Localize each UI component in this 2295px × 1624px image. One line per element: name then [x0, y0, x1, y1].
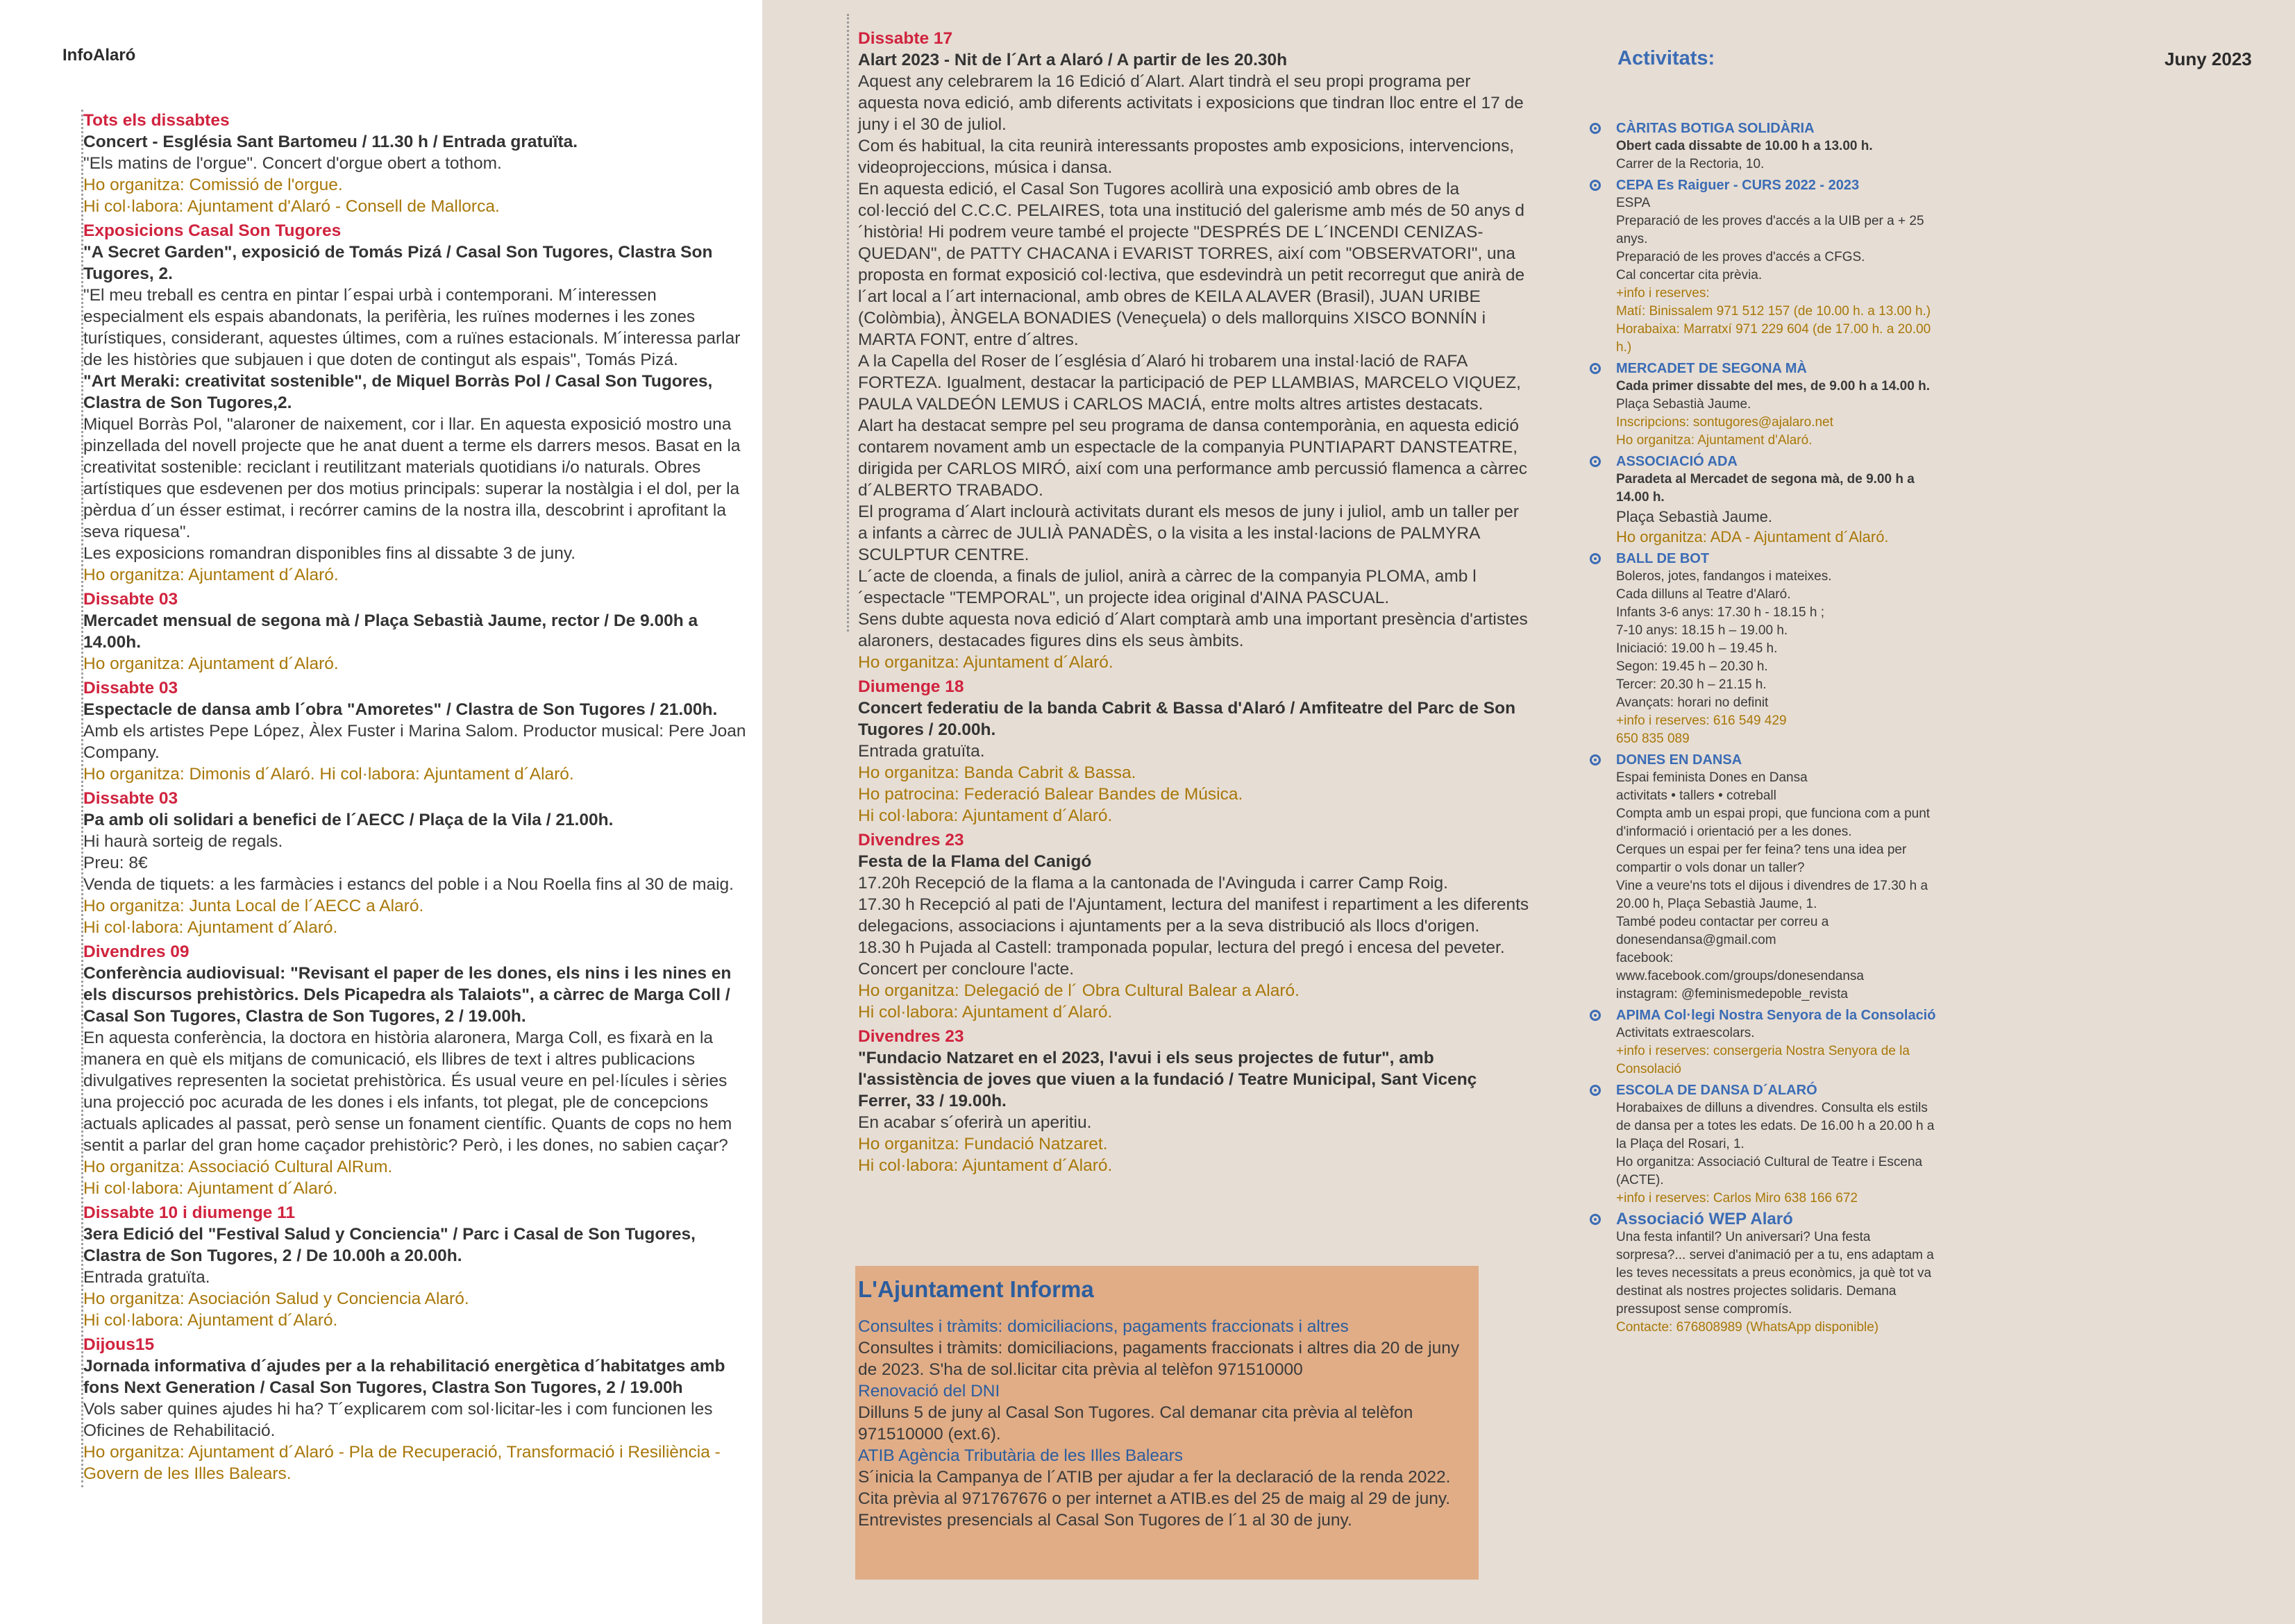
event-description: El programa d´Alart inclourà activitats durant els mesos de juny i juliol, amb un taller per a infants a càrrec de JULIÀ PANADÈS, o la visita a les instal·lacions de PALMYRA SCULPTUR CENTRE.: [858, 502, 1519, 564]
bullet-circle-icon: [1590, 123, 1601, 134]
activity-detail: Segon: 19.45 h – 20.30 h.: [1616, 659, 1768, 674]
event-description: En aquesta conferència, la doctora en història alaronera, Marga Coll, es fixarà en la manera en què els mitjans de comunicació, els llibres de text i altres publicacions divulgatives representen la societat prehistòrica. És usual veure en pel·lícules i sèries una projecció poc acurada de les dones i els infants, tot plegat, ple de concepcions actuals aplicades al passat, però sense un fonament científic. Quants de cops no hem sentit a parlar del gran home caçador prehistòric? Però, i les dones, no sabien caçar?: [83, 1029, 732, 1155]
event-organizer: Ho organitza: Banda Cabrit & Bassa.: [858, 763, 1136, 782]
activity-detail: Vine a veure'ns tots el dijous i divendres de 17.30 h a 20.00 h, Plaça Sebastià Jaume, 1.: [1616, 879, 1928, 911]
ajuntament-item-heading: Consultes i tràmits: domiciliacions, pagaments fraccionats i altres: [858, 1317, 1349, 1336]
event-description: 18.30 h Pujada al Castell: tramponada popular, lectura del pregó i encesa del peveter. Concert per concloure l'acte.: [858, 938, 1505, 979]
event-date: Divendres 23: [858, 1027, 964, 1046]
activity-detail: Tercer: 20.30 h – 21.15 h.: [1616, 677, 1767, 692]
event-description: L´acte de cloenda, a finals de juliol, anirà a càrrec de la companyia PLOMA, amb l´espectacle "TEMPORAL", un projecte idea original d'AINA PASCUAL.: [858, 567, 1477, 607]
bullet-circle-icon: [1590, 456, 1601, 467]
event-date: Dissabte 10 i diumenge 11: [83, 1203, 296, 1222]
event-description: Com és habitual, la cita reunirà interessants propostes amb exposicions, intervencions, videoprojeccions, música i dansa.: [858, 137, 1515, 177]
month-label: Juny 2023: [2164, 49, 2252, 69]
bullet-circle-icon: [1590, 553, 1601, 564]
activity-name: Associació WEP Alaró: [1616, 1210, 1793, 1228]
ajuntament-item-heading: ATIB Agència Tributària de les Illes Balears: [858, 1446, 1184, 1465]
ajuntament-informa-box: [855, 1266, 1479, 1580]
bullet-circle-icon: [1590, 1010, 1601, 1021]
activity-detail: Activitats extraescolars.: [1616, 1026, 1755, 1040]
event-organizer: Ho organitza: Comissió de l'orgue.: [83, 176, 343, 194]
activity-detail: Cal concertar cita prèvia.: [1616, 268, 1763, 282]
activity-detail: També podeu contactar per correu a donesendansa@gmail.com: [1616, 915, 1829, 947]
event-title: Pa amb oli solidari a benefici de l´AECC / Plaça de la Vila / 21.00h.: [83, 811, 614, 829]
event-organizer: Ho organitza: Ajuntament d´Alaró.: [83, 566, 339, 584]
activity-name: BALL DE BOT: [1616, 551, 1710, 566]
activities-heading: Activitats:: [1617, 47, 1715, 69]
event-title: "Fundacio Natzaret en el 2023, l'avui i els seus projectes de futur", amb l'assistència de joves que viuen a la fundació / Teatre Municipal, Sant Vicenç Ferrer, 33 / 19.00h.: [858, 1049, 1477, 1110]
bullet-circle-icon: [1590, 1214, 1601, 1225]
event-date: Dissabte 03: [83, 590, 178, 609]
event-date: Divendres 23: [858, 831, 964, 849]
activity-detail: Ho organitza: Ajuntament d'Alaró.: [1616, 433, 1813, 448]
event-organizer: Ho organitza: Delegació de l´ Obra Cultural Balear a Alaró.: [858, 981, 1300, 1000]
bullet-circle-icon: [1590, 363, 1601, 374]
event-description: Les exposicions romandran disponibles fins al dissabte 3 de juny.: [83, 544, 576, 563]
ajuntament-title: L'Ajuntament Informa: [858, 1276, 1094, 1302]
event-organizer: Hi col·labora: Ajuntament d´Alaró.: [83, 1311, 338, 1330]
activity-detail: Plaça Sebastià Jaume.: [1616, 397, 1751, 412]
activity-item: [1590, 360, 1944, 450]
event-date: Exposicions Casal Son Tugores: [83, 221, 342, 240]
activity-name: CEPA Es Raiguer - CURS 2022 - 2023: [1616, 178, 1860, 193]
activity-detail: Preparació de les proves d'accés a CFGS.: [1616, 250, 1865, 264]
activity-detail: Matí: Binissalem 971 512 157 (de 10.00 h. a 13.00 h.): [1616, 304, 1931, 319]
activity-detail: Ho organitza: ADA - Ajuntament d´Alaró.: [1616, 528, 1889, 545]
event-title: Conferència audiovisual: "Revisant el paper de les dones, els nins i les nines en els discursos prehistòrics. Dels Picapedra als Talaiots", a càrrec de Marga Coll / Casal Son Tugores, Clastra de Son Tugores, 2 / 19.00h.: [83, 964, 732, 1026]
activity-detail: Avançats: horari no definit: [1616, 695, 1769, 710]
event-description: 17.30 h Recepció al pati de l'Ajuntament, lectura del manifest i repartiment a les diferents delegacions, associacions i ajuntaments per a la seva distribució als llocs d'origen.: [858, 895, 1529, 936]
activity-detail: activitats • tallers • cotreball: [1616, 788, 1776, 803]
event-organizer: Hi col·labora: Ajuntament d´Alaró.: [858, 806, 1113, 825]
bullet-circle-icon: [1590, 180, 1601, 191]
brand-title: InfoAlaró: [62, 46, 136, 65]
event-block: [83, 788, 751, 938]
event-organizer: Ho organitza: Ajuntament d´Alaró.: [83, 654, 339, 673]
event-block: [858, 829, 1531, 1023]
activity-detail: ESPA: [1616, 196, 1651, 210]
activity-name: ASSOCIACIÓ ADA: [1616, 454, 1738, 469]
event-description: Venda de tiquets: a les farmàcies i estancs del poble i a Nou Roella fins al 30 de maig.: [83, 875, 734, 894]
event-organizer: Hi col·labora: Ajuntament d'Alaró - Consell de Mallorca.: [83, 197, 500, 216]
event-block: [83, 220, 751, 586]
event-description: A la Capella del Roser de l´església d´Alaró hi trobarem una instal·lació de RAFA FORTEZA. Igualment, destacar la participació de PEP LLAMBIAS, MARCELO VIQUEZ, PAULA VALDEÓN LEMUS i CARLOS MACIÁ, entre molts altres artistes destacats.: [858, 352, 1521, 414]
activities-list: [1590, 119, 1944, 1339]
event-organizer: Ho organitza: Ajuntament d´Alaró - Pla de Recuperació, Transformació i Resiliència - Govern de les Illes Balears.: [83, 1443, 721, 1483]
event-organizer: Ho organitza: Dimonis d´Alaró. Hi col·labora: Ajuntament d´Alaró.: [83, 765, 574, 784]
activity-detail: Cerques un espai per fer feina? tens una idea per compartir o vols donar un taller?: [1616, 843, 1907, 875]
event-block: [858, 1026, 1531, 1176]
activity-name: DONES EN DANSA: [1616, 752, 1742, 768]
event-title: "A Secret Garden", exposició de Tomás Pizá / Casal Son Tugores, Clastra Son Tugores, 2.: [83, 243, 713, 283]
event-organizer: Hi col·labora: Ajuntament d´Alaró.: [83, 1179, 338, 1198]
activity-detail: Plaça Sebastià Jaume.: [1616, 508, 1773, 525]
activity-item: [1590, 1210, 1944, 1337]
activity-detail: Obert cada dissabte de 10.00 h a 13.00 h.: [1616, 139, 1873, 153]
bullet-circle-icon: [1590, 754, 1601, 766]
activity-detail: Una festa infantil? Un aniversari? Una festa sorpresa?... servei d'animació per a tu, ens adaptam a les teves necessitats a preus econòmics, ja què tot va destinat als nostres projectes solidaris. Demana pressupost sense compromís.: [1616, 1230, 1934, 1317]
activity-detail: Contacte: 676808989 (WhatsApp disponible): [1616, 1320, 1879, 1335]
ajuntament-item-text: S´inicia la Campanya de l´ATIB per ajudar a fer la declaració de la renda 2022. Cita prèvia al 971767676 o per internet a ATIB.es del 25 de maig al 29 de juny. Entrevistes presencials al Casal Son Tugores de l´1 al 30 de juny.: [858, 1468, 1451, 1530]
activity-detail: Boleros, jotes, fandangos i mateixes.: [1616, 569, 1832, 584]
event-organizer: Ho organitza: Junta Local de l´AECC a Alaró.: [83, 897, 424, 915]
event-description: Alart ha destacat sempre pel seu programa de dansa contemporània, en aquesta edició contarem novament amb un espectacle de la companyia PUNTIAPART DANSTEATRE, dirigida per CARLOS MIRÓ, així com una performance amb percussió flamenca a càrrec d´ALBERTO TRABADO.: [858, 416, 1528, 500]
event-block: [83, 110, 751, 217]
event-title: Mercadet mensual de segona mà / Plaça Sebastià Jaume, rector / De 9.00h a 14.00h.: [83, 611, 698, 652]
event-title: "Art Meraki: creativitat sostenible", de Miquel Borràs Pol / Casal Son Tugores, Clastra de Son Tugores,2.: [83, 372, 713, 412]
activity-item: [1590, 452, 1944, 547]
activity-detail: Ho organitza: Associació Cultural de Teatre i Escena (ACTE).: [1616, 1155, 1923, 1187]
event-date: Dijous15: [83, 1335, 155, 1354]
events-column-middle: [858, 28, 1531, 1179]
event-date: Dissabte 03: [83, 679, 178, 697]
activity-item: [1590, 176, 1944, 357]
activity-detail: instagram: @feminismedepoble_revista: [1616, 987, 1848, 1001]
activity-detail: +info i reserves: consergeria Nostra Senyora de la Consolació: [1616, 1044, 1910, 1076]
event-organizer: Ho organitza: Asociación Salud y Conciencia Alaró.: [83, 1289, 469, 1308]
event-organizer: Ho organitza: Ajuntament d´Alaró.: [858, 653, 1113, 672]
event-title: Jornada informativa d´ajudes per a la rehabilitació energètica d´habitatges amb fons Next Generation / Casal Son Tugores, Clastra Son Tugores, 2 / 19.00h: [83, 1357, 725, 1397]
event-description: Preu: 8€: [83, 854, 148, 872]
event-description: "Els matins de l'orgue". Concert d'orgue obert a tothom.: [83, 154, 502, 173]
activity-detail: Horabaixes de dilluns a divendres. Consulta els estils de dansa per a totes les edats. De 16.00 h a 20.00 h a la Plaça del Rosari, 1.: [1616, 1101, 1935, 1151]
event-title: Alart 2023 - Nit de l´Art a Alaró / A partir de les 20.30h: [858, 51, 1288, 69]
ajuntament-items: [858, 1316, 1476, 1531]
event-title: Concert federatiu de la banda Cabrit & Bassa d'Alaró / Amfiteatre del Parc de Son Tugores / 20.00h.: [858, 699, 1516, 739]
event-date: Divendres 09: [83, 942, 190, 961]
activity-item: [1590, 550, 1944, 748]
event-description: Miquel Borràs Pol, "alaroner de naixement, cor i llar. En aquesta exposició mostro una pinzellada del novell projecte que he anat duent a terme els darrers mesos. Basat en la creativitat sostenible: reciclant i reutilitzant materials quotidians i/o naturals. Obres artístiques que esdevenen per dos motius principals: superar la nostàlgia i el dol, per la pèrdua d´un ésser estimat, i recórrer camins de la nostra illa, descobrint i aprofitant la seva riquesa".: [83, 415, 741, 541]
ajuntament-item-text: Consultes i tràmits: domiciliacions, pagaments fraccionats i altres dia 20 de juny de 2023. S'ha de sol.licitar cita prèvia al telèfon 971510000: [858, 1339, 1460, 1379]
event-organizer: Ho organitza: Fundació Natzaret.: [858, 1135, 1108, 1153]
event-title: Festa de la Flama del Canigó: [858, 852, 1092, 871]
activity-detail: 650 835 089: [1616, 731, 1690, 746]
event-title: 3era Edició del "Festival Salud y Conciencia" / Parc i Casal de Son Tugores, Clastra de Son Tugores, 2 / De 10.00h a 20.00h.: [83, 1225, 696, 1265]
event-organizer: Hi col·labora: Ajuntament d´Alaró.: [83, 918, 338, 937]
event-block: [83, 941, 751, 1199]
event-description: Aquest any celebrarem la 16 Edició d´Alart. Alart tindrà el seu propi programa per aquesta nova edició, amb diferents activitats i exposicions que tindran lloc entre el 17 de juny i el 30 de juliol.: [858, 72, 1524, 134]
event-title: Espectacle de dansa amb l´obra "Amoretes" / Clastra de Son Tugores / 21.00h.: [83, 700, 718, 719]
event-description: En aquesta edició, el Casal Son Tugores acollirà una exposició amb obres de la col·lecció del C.C.C. PELAIRES, tota una institució del galerisme amb més de 50 anys d´història! Hi podrem veure també el projecte "DESPRÉS DE L´INCENDI CENIZAS-QUEDAN", de PATTY CHACANA i EVARIST TORRES, així com "OBSERVATORI", una proposta en format exposició col·lectiva, que esdevindrà un petit recorregut que anirà de l´art local a l´art internacional, amb obres de KEILA ALAVER (Brasil), JUAN URIBE (Colòmbia), ÀNGELA BONADIES (Veneçuela) o dels mallorquins XISCO BONNÍN i MARTA FONT, entre d´altres.: [858, 180, 1525, 349]
activity-detail: +info i reserves:: [1616, 286, 1710, 301]
activity-detail: Paradeta al Mercadet de segona mà, de 9.00 h a 14.00 h.: [1616, 472, 1915, 505]
bullet-circle-icon: [1590, 1085, 1601, 1096]
event-organizer: Hi col·labora: Ajuntament d´Alaró.: [858, 1003, 1113, 1022]
activity-name: APIMA Col·legi Nostra Senyora de la Consolació: [1616, 1008, 1936, 1023]
dotted-divider: [847, 14, 849, 632]
activity-item: [1590, 1081, 1944, 1208]
event-block: [83, 677, 751, 785]
event-date: Diumenge 18: [858, 677, 964, 696]
event-description: Entrada gratuïta.: [858, 742, 985, 761]
event-title: Concert - Església Sant Bartomeu / 11.30 h / Entrada gratuïta.: [83, 133, 578, 151]
activity-item: [1590, 1006, 1944, 1079]
event-block: [83, 1334, 751, 1485]
activity-detail: Horabaixa: Marratxí 971 229 604 (de 17.00 h. a 20.00 h.): [1616, 322, 1931, 355]
event-date: Tots els dissabtes: [83, 111, 230, 130]
event-block: [858, 676, 1531, 827]
event-description: 17.20h Recepció de la flama a la cantonada de l'Avinguda i carrer Camp Roig.: [858, 874, 1448, 893]
activity-name: CÀRITAS BOTIGA SOLIDÀRIA: [1616, 121, 1815, 136]
event-date: Dissabte 03: [83, 789, 178, 808]
event-description: Hi haurà sorteig de regals.: [83, 832, 283, 851]
event-organizer: Ho organitza: Associació Cultural AlRum.: [83, 1158, 393, 1176]
ajuntament-item-text: Dilluns 5 de juny al Casal Son Tugores. Cal demanar cita prèvia al telèfon 971510000 (ext.6).: [858, 1403, 1413, 1444]
activity-detail: Preparació de les proves d'accés a la UIB per a + 25 anys.: [1616, 214, 1924, 246]
event-description: Vols saber quines ajudes hi ha? T´explicarem com sol·licitar-les i com funcionen les Oficines de Rehabilitació.: [83, 1400, 713, 1440]
event-block: [83, 1202, 751, 1331]
event-organizer: Ho patrocina: Federació Balear Bandes de Música.: [858, 785, 1243, 804]
event-organizer: Hi col·labora: Ajuntament d´Alaró.: [858, 1156, 1113, 1175]
activity-detail: +info i reserves: Carlos Miro 638 166 672: [1616, 1191, 1858, 1206]
event-description: En acabar s´oferirà un aperitiu.: [858, 1113, 1092, 1132]
activity-detail: Carrer de la Rectoria, 10.: [1616, 157, 1765, 171]
ajuntament-item-heading: Renovació del DNI: [858, 1382, 1000, 1401]
activity-detail: Espai feminista Dones en Dansa: [1616, 770, 1808, 785]
activity-name: ESCOLA DE DANSA D´ALARÓ: [1616, 1083, 1817, 1098]
events-column-left: [81, 110, 751, 1487]
event-description: Entrada gratuïta.: [83, 1268, 210, 1287]
event-description: Amb els artistes Pepe López, Àlex Fuster i Marina Salom. Productor musical: Pere Joan Company.: [83, 722, 746, 762]
activity-detail: Infants 3-6 anys: 17.30 h - 18.15 h ;: [1616, 605, 1824, 620]
event-description: Sens dubte aquesta nova edició d´Alart comptarà amb una important presència d'artistes alaroners, destacades figures dins els seus àmbits.: [858, 610, 1528, 650]
activity-detail: 7-10 anys: 18.15 h – 19.00 h.: [1616, 623, 1788, 638]
activity-name: MERCADET DE SEGONA MÀ: [1616, 361, 1807, 376]
activity-detail: facebook:: [1616, 951, 1674, 965]
activity-detail: Cada dilluns al Teatre d'Alaró.: [1616, 587, 1791, 602]
event-description: "El meu treball es centra en pintar l´espai urbà i contemporani. M´interessen especialment els espais abandonats, la perifèria, les ruïnes modernes i les zones turístiques, considerant, aquestes últimes, com a ruïnes estacionals. M´interessa parlar de les històries que subjauen i que doten de contingut als espais", Tomás Pizá.: [83, 286, 741, 369]
activity-detail: Inscripcions: sontugores@ajalaro.net: [1616, 415, 1833, 430]
event-date: Dissabte 17: [858, 29, 953, 48]
event-block: [858, 28, 1531, 673]
activity-item: [1590, 119, 1944, 174]
activity-detail: Iniciació: 19.00 h – 19.45 h.: [1616, 641, 1778, 656]
activity-detail: +info i reserves: 616 549 429: [1616, 713, 1787, 728]
activity-detail: Compta amb un espai propi, que funciona com a punt d'informació i orientació per a les dones.: [1616, 806, 1931, 839]
event-block: [83, 589, 751, 675]
activity-detail: Cada primer dissabte del mes, de 9.00 h a 14.00 h.: [1616, 379, 1930, 394]
activity-detail: www.facebook.com/groups/donesendansa: [1616, 969, 1865, 983]
activity-item: [1590, 751, 1944, 1004]
